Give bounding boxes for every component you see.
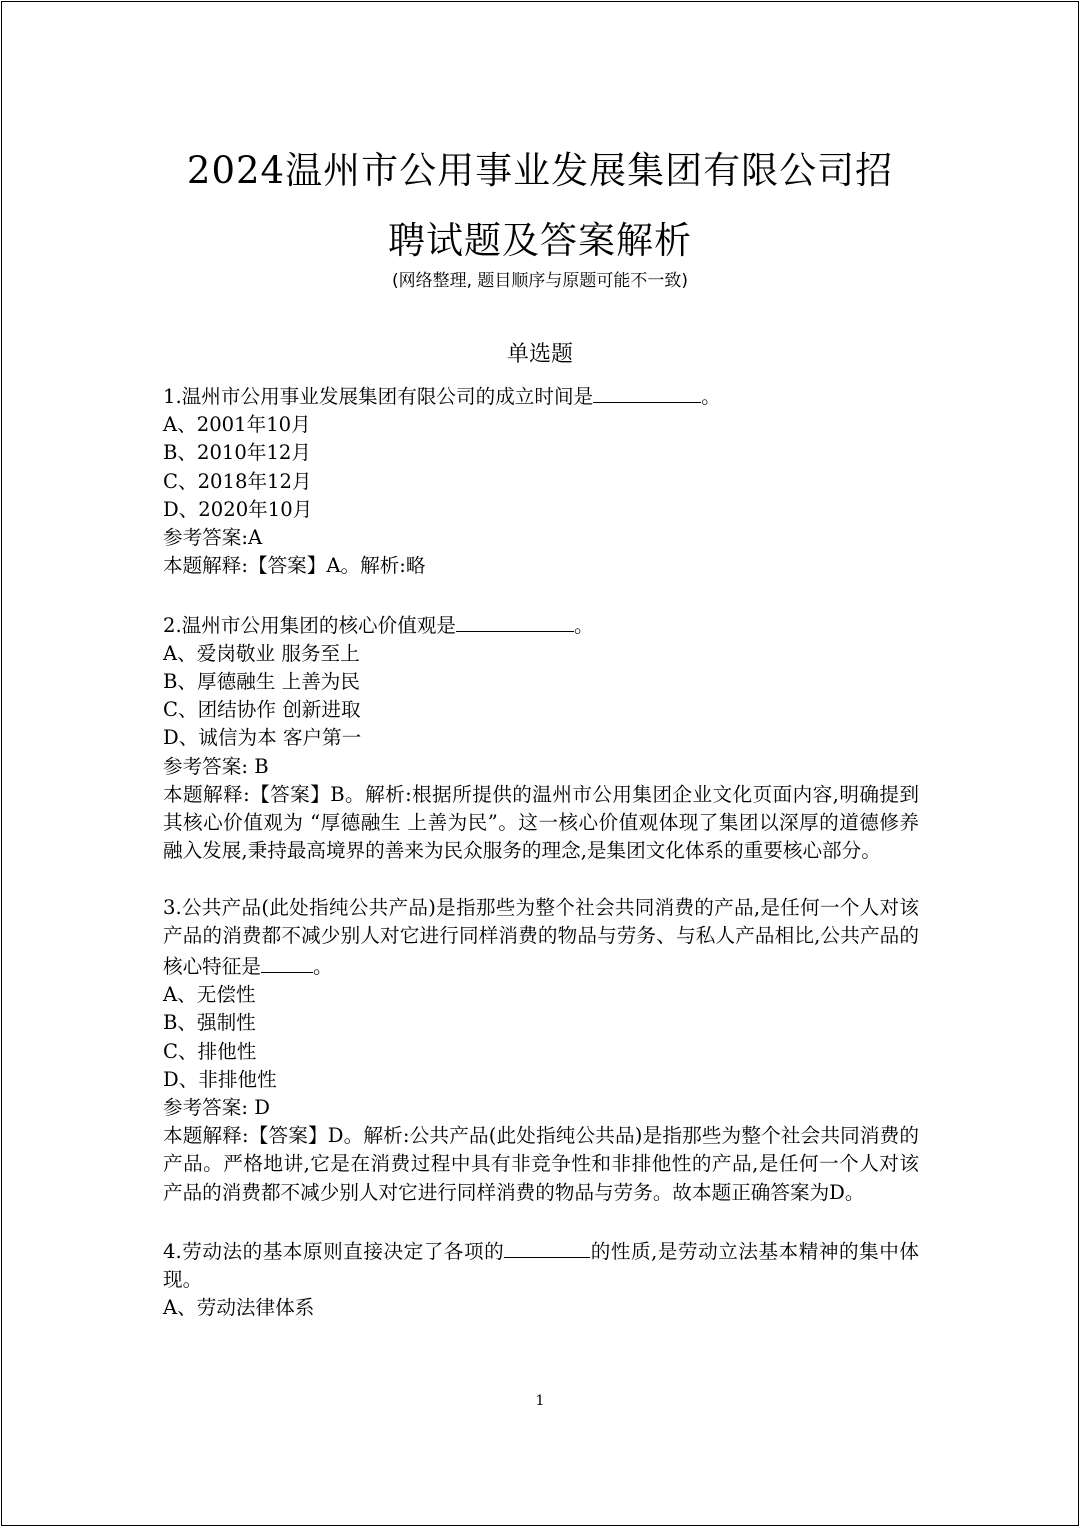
- answer-explanation: 本题解释:【答案】A。解析:略: [163, 554, 426, 578]
- option-d: D、2020年10月: [163, 497, 313, 521]
- answer-explanation: 本题解释:【答案】D。解析:公共产品(此处指纯公共品)是指那些为整个社会共同消费的产品。严格地讲,它是在消费过程中具有非竞争性和非排他性的产品,是任何一个人对该产品的消费都不减少别人对它进行同样消费的物品与劳务。故本题正确答案为D。: [163, 1124, 919, 1204]
- option-c: C、2018年12月: [163, 469, 312, 493]
- option-a: A、无偿性: [163, 983, 256, 1007]
- question-2: [163, 609, 919, 866]
- question-stem: 2.温州市公用集团的核心价值观是 。: [163, 609, 919, 640]
- answer-blank: [593, 380, 701, 403]
- reference-answer: 参考答案: B: [163, 754, 269, 778]
- question-stem: 4.劳动法的基本原则直接决定了各项的 的性质,是劳动立法基本精神的集中体现。: [163, 1235, 919, 1294]
- option-b: B、强制性: [163, 1011, 256, 1035]
- reference-answer: 参考答案:A: [163, 526, 263, 550]
- document-title-line-2: 聘试题及答案解析: [388, 219, 692, 262]
- question-stem: 1.温州市公用事业发展集团有限公司的成立时间是 。: [163, 380, 919, 411]
- answer-blank: [456, 609, 574, 632]
- question-1: [163, 380, 919, 580]
- option-c: C、团结协作 创新进取: [163, 698, 361, 722]
- option-c: C、排他性: [163, 1039, 257, 1063]
- option-b: B、2010年12月: [163, 441, 311, 465]
- section-heading: 单选题: [506, 342, 573, 367]
- question-3: [163, 894, 919, 1207]
- question-list: [163, 380, 919, 1323]
- answer-blank: [261, 950, 313, 973]
- option-d: D、诚信为本 客户第一: [163, 726, 362, 750]
- document-subtitle: (网络整理, 题目顺序与原题可能不一致): [391, 271, 689, 291]
- option-d: D、非排他性: [163, 1067, 277, 1091]
- answer-blank: [504, 1235, 590, 1258]
- reference-answer: 参考答案: D: [163, 1096, 270, 1120]
- document-title-line-1: 2024温州市公用事业发展集团有限公司招: [186, 149, 894, 192]
- option-b: B、厚德融生 上善为民: [163, 670, 360, 694]
- question-stem: 3.公共产品(此处指纯公共产品)是指那些为整个社会共同消费的产品,是任何一个人对该产品的消费都不减少别人对它进行同样消费的物品与劳务、与私人产品相比,公共产品的核心特征是 。: [163, 895, 919, 979]
- option-a: A、劳动法律体系: [163, 1296, 315, 1320]
- page-number: 1: [535, 1393, 545, 1409]
- answer-explanation: 本题解释:【答案】B。解析:根据所提供的温州市公用集团企业文化页面内容,明确提到其核心价值观为 “厚德融生 上善为民”。这一核心价值观体现了集团以深厚的道德修养融入发展,秉持最高境界的善来为民众服务的理念,是集团文化体系的重要核心部分。: [163, 782, 919, 863]
- option-a: A、2001年10月: [163, 413, 311, 437]
- option-a: A、爱岗敬业 服务至上: [163, 641, 360, 665]
- question-4: [163, 1235, 919, 1323]
